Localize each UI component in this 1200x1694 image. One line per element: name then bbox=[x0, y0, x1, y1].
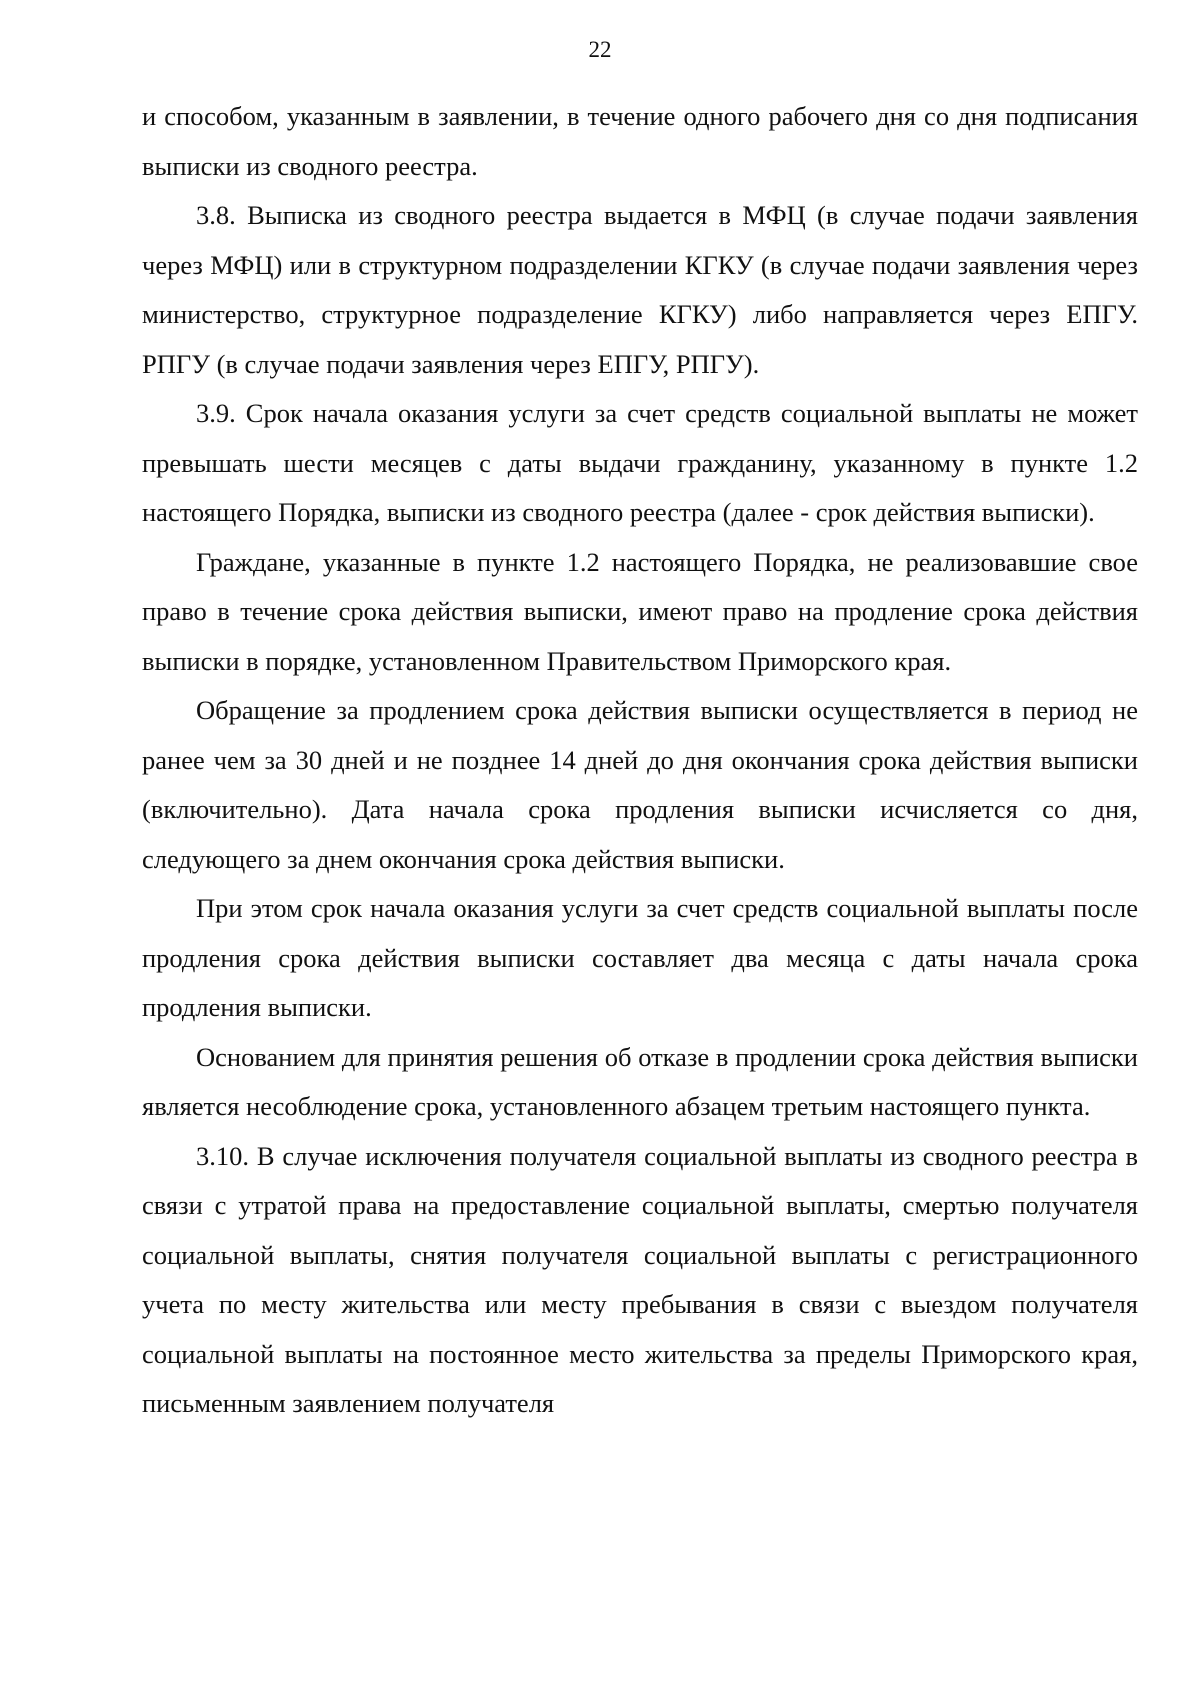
paragraph-continuation: и способом, указанным в заявлении, в течение одного рабочего дня со дня подписания выписки из сводного реестра. bbox=[142, 101, 1138, 181]
paragraph-service-start: При этом срок начала оказания услуги за счет средств социальной выплаты после продления срока действия выписки составляет два месяца с даты начала срока продления выписки. bbox=[142, 893, 1138, 1022]
paragraph-extension-request: Обращение за продлением срока действия выписки осуществляется в период не ранее чем за 30 дней и не позднее 14 дней до дня окончания срока действия выписки (включительно). Дата начала срока продления выписки исчисляется со дня, следующего за днем окончания срока действия выписки. bbox=[142, 695, 1138, 874]
document-body bbox=[142, 92, 1138, 1429]
paragraph-extension-right: Граждане, указанные в пункте 1.2 настоящего Порядка, не реализовавшие свое право в течение срока действия выписки, имеют право на продление срока действия выписки в порядке, установленном Правительством Приморского края. bbox=[142, 546, 1138, 676]
paragraph-3-9: 3.9. Срок начала оказания услуги за счет средств социальной выплаты не может превышать шести месяцев с даты выдачи гражданину, указанному в пункте 1.2 настоящего Порядка, выписки из сводного реестра (далее - срок действия выписки). bbox=[142, 398, 1138, 527]
paragraph-refusal-grounds: Основанием для принятия решения об отказе в продлении срока действия выписки является несоблюдение срока, установленного абзацем третьим настоящего пункта. bbox=[142, 1041, 1138, 1121]
paragraph-3-10: 3.10. В случае исключения получателя социальной выплаты из сводного реестра в связи с утратой права на предоставление социальной выплаты, смертью получателя социальной выплаты, снятия получателя социальной выплаты с регистрационного учета по месту жительства или месту пребывания в связи с выездом получателя социальной выплаты на постоянное место жительства за пределы Приморского края, письменным заявлением получателя bbox=[142, 1140, 1138, 1418]
paragraph-3-8: 3.8. Выписка из сводного реестра выдается в МФЦ (в случае подачи заявления через МФЦ) или в структурном подразделении КГКУ (в случае подачи заявления через министерство, структурное подразделение КГКУ) либо направляется через ЕПГУ. РПГУ (в случае подачи заявления через ЕПГУ, РПГУ). bbox=[142, 200, 1138, 379]
page-number: 22 bbox=[588, 37, 612, 62]
